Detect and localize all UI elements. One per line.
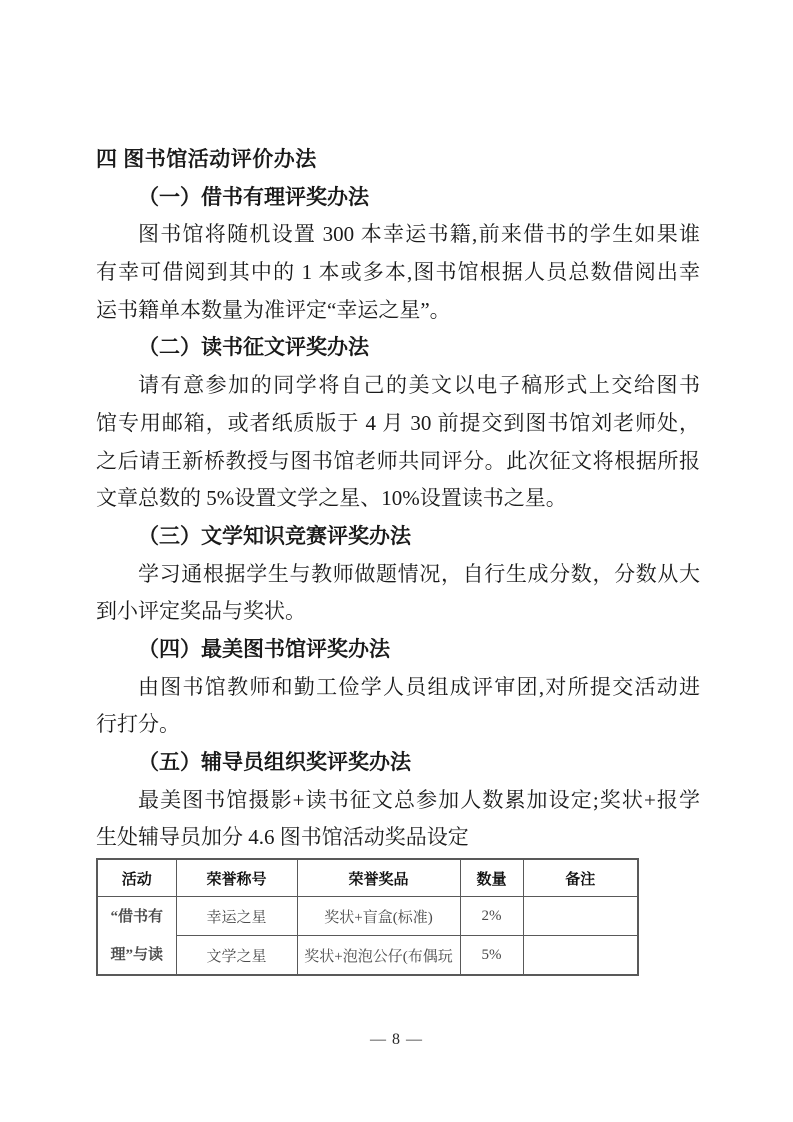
subsection-heading-4: （四）最美图书馆评奖办法 xyxy=(138,636,390,661)
paragraph-line: 有幸可借阅到其中的 1 本或多本,图书馆根据人员总数借阅出幸 xyxy=(96,260,700,285)
cell-quantity: 2% xyxy=(460,897,523,936)
col-header-quantity: 数量 xyxy=(460,859,523,897)
paragraph-line: 最美图书馆摄影+读书征文总参加人数累加设定;奖状+报学 xyxy=(138,787,700,812)
paragraph-line: 由图书馆教师和勤工俭学人员组成评审团,对所提交活动进 xyxy=(138,674,700,699)
cell-activity-merged xyxy=(97,897,176,976)
cell-honor-prize: 奖状+泡泡公仔(布偶玩 xyxy=(297,936,460,976)
paragraph-line: 请有意参加的同学将自己的美文以电子稿形式上交给图书 xyxy=(138,373,700,398)
subsection-heading-5: （五）辅导员组织奖评奖办法 xyxy=(138,750,411,774)
table-row xyxy=(97,936,638,976)
col-header-activity: 活动 xyxy=(97,859,176,897)
cell-remarks xyxy=(523,897,638,936)
subsection-heading-3: （三）文学知识竞赛评奖办法 xyxy=(138,523,411,548)
paragraph-line: 图书馆将随机设置 300 本幸运书籍,前来借书的学生如果谁 xyxy=(138,222,700,247)
col-header-honor-prize: 荣誉奖品 xyxy=(297,859,460,897)
section-title-main: 四 图书馆活动评价办法 xyxy=(96,147,317,171)
paragraph-line: 运书籍单本数量为准评定“幸运之星”。 xyxy=(96,297,451,322)
paragraph-line: 文章总数的 5%设置文学之星、10%设置读书之星。 xyxy=(96,486,567,511)
col-header-remarks: 备注 xyxy=(523,859,638,897)
paragraph-line: 到小评定奖品与奖状。 xyxy=(96,599,306,624)
document-body xyxy=(96,141,700,976)
award-settings-table xyxy=(96,858,639,976)
paragraph-line: 馆专用邮箱，或者纸质版于 4 月 30 前提交到图书馆刘老师处， xyxy=(96,410,700,435)
table-row xyxy=(97,897,638,936)
table-header-row xyxy=(97,859,638,897)
paragraph-line: 之后请王新桥教授与图书馆老师共同评分。此次征文将根据所报 xyxy=(96,448,700,473)
cell-quantity: 5% xyxy=(460,936,523,976)
page-number: — 8 — xyxy=(370,1031,423,1048)
paragraph-line: 学习通根据学生与教师做题情况，自行生成分数，分数从大 xyxy=(138,561,700,586)
paragraph-line: 行打分。 xyxy=(96,712,180,737)
cell-remarks xyxy=(523,936,638,976)
cell-activity-line1: “借书有 xyxy=(110,908,163,925)
subsection-heading-1: （一）借书有理评奖办法 xyxy=(138,184,369,209)
cell-honor-prize: 奖状+盲盒(标准) xyxy=(297,897,460,936)
subsection-heading-2: （二）读书征文评奖办法 xyxy=(138,335,369,360)
paragraph-line: 生处辅导员加分 4.6 图书馆活动奖品设定 xyxy=(96,825,469,850)
col-header-honor-title: 荣誉称号 xyxy=(176,859,297,897)
cell-honor-title: 文学之星 xyxy=(176,936,297,976)
cell-honor-title: 幸运之星 xyxy=(176,897,297,936)
cell-activity-line2: 理”与读 xyxy=(110,946,163,963)
